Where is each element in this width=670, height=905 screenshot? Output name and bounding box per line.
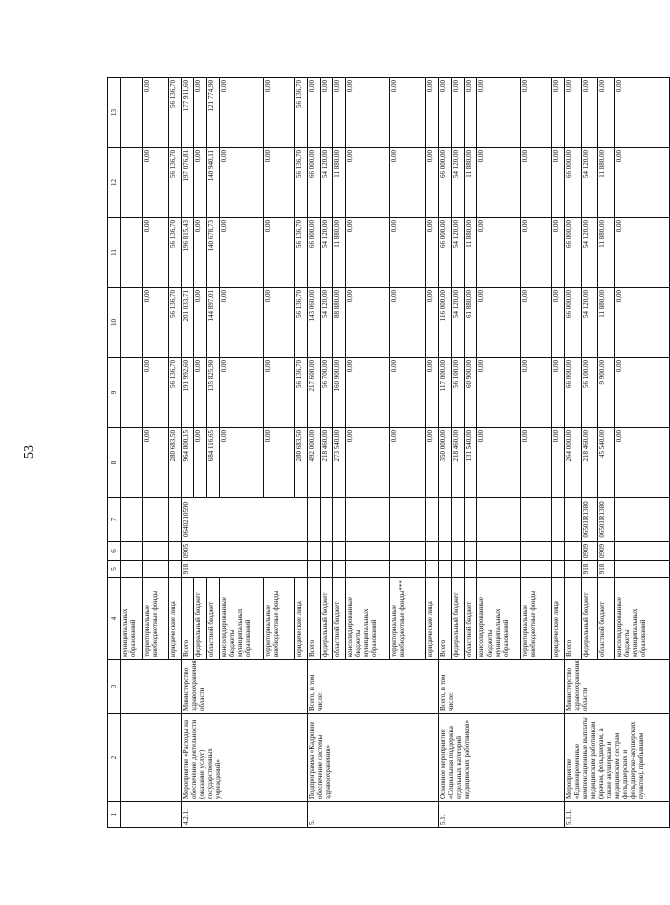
amount-cell: 0,00 (552, 428, 565, 498)
funding-source-cell: консолидированные бюджеты муниципальных образований (614, 578, 669, 660)
amount-cell: 177 911,60 (181, 78, 194, 148)
amount-cell: 56 136,70 (168, 288, 181, 358)
amount-cell: 121 774,90 (207, 78, 220, 148)
section-code-cell (451, 542, 464, 561)
grbs-code-cell (564, 561, 581, 578)
amount-cell: 197 076,81 (181, 148, 194, 218)
amount-cell: 350 000,00 (438, 428, 451, 498)
amount-cell: 66 000,00 (564, 358, 581, 428)
section-code-cell (121, 542, 143, 561)
amount-cell: 0,00 (194, 78, 207, 148)
target-article-cell (614, 498, 669, 542)
amount-cell: 140 678,73 (207, 218, 220, 288)
amount-cell: 0,00 (521, 148, 552, 218)
amount-cell: 0,00 (614, 428, 669, 498)
target-article-cell (333, 498, 346, 542)
header-cell: 8 (108, 428, 121, 498)
header-cell: 10 (108, 288, 121, 358)
amount-cell: 54 120,00 (451, 218, 464, 288)
amount-cell: 0,00 (346, 358, 390, 428)
amount-cell: 88 880,00 (333, 288, 346, 358)
amount-cell: 0,00 (552, 148, 565, 218)
section-code-cell (307, 542, 320, 561)
header-cell: 13 (108, 78, 121, 148)
amount-cell: 56 136,70 (294, 78, 307, 148)
amount-cell: 280 683,50 (294, 428, 307, 498)
section-code-cell (477, 542, 521, 561)
amount-cell: 56 136,70 (168, 78, 181, 148)
grbs-code-cell (464, 561, 477, 578)
target-article-cell (521, 498, 552, 542)
section-code-cell (320, 542, 333, 561)
amount-cell: 54 120,00 (581, 218, 598, 288)
amount-cell: 140 940,11 (207, 148, 220, 218)
table-body (121, 78, 670, 828)
amount-cell: 0,00 (220, 358, 264, 428)
budget-table (107, 77, 670, 828)
amount-cell: 0,00 (143, 148, 169, 218)
table-row (181, 78, 194, 828)
amount-cell: 191 992,60 (181, 358, 194, 428)
amount-cell (121, 218, 143, 288)
amount-cell: 0,00 (614, 288, 669, 358)
amount-cell: 0,00 (521, 218, 552, 288)
amount-cell: 0,00 (263, 288, 294, 358)
responsible-cell: Министерство здравоохранения области (181, 660, 307, 714)
header-cell: 7 (108, 498, 121, 542)
grbs-code-cell (426, 561, 439, 578)
amount-cell: 0,00 (263, 148, 294, 218)
amount-cell: 0,00 (552, 78, 565, 148)
funding-source-cell: консолидированные бюджеты муниципальных образований (477, 578, 521, 660)
amount-cell: 143 060,00 (307, 288, 320, 358)
amount-cell: 56 136,70 (294, 358, 307, 428)
table-row (307, 78, 320, 828)
amount-cell: 0,00 (220, 78, 264, 148)
amount-cell: 0,00 (521, 288, 552, 358)
amount-cell: 117 000,00 (438, 358, 451, 428)
funding-source-cell: Всего (564, 578, 581, 660)
row-number-cell: 5. (307, 802, 438, 828)
activity-name-cell: Мероприятие «Единовременные компенсационные выплаты медицинским работникам (врачам, фельдшерам, а также акушеркам и медицинским сестрам фельдшерских и фельдшерско-акушерских пунктов), прибывшим (564, 714, 669, 802)
amount-cell: 160 900,00 (333, 358, 346, 428)
target-article-cell (564, 498, 581, 542)
target-article-cell (426, 498, 439, 542)
amount-cell: 54 120,00 (320, 288, 333, 358)
grbs-code-cell (614, 561, 669, 578)
row-number-cell: 4.2.1. (181, 802, 307, 828)
target-article-cell (451, 498, 464, 542)
amount-cell: 264 000,00 (564, 428, 581, 498)
amount-cell: 56 700,00 (320, 358, 333, 428)
amount-cell: 0,00 (143, 78, 169, 148)
amount-cell: 131 540,00 (464, 428, 477, 498)
amount-cell: 273 540,00 (333, 428, 346, 498)
header-cell: 9 (108, 358, 121, 428)
grbs-code-cell (307, 561, 320, 578)
responsible-cell (121, 660, 182, 714)
section-code-cell (389, 542, 425, 561)
amount-cell: 218 460,00 (451, 428, 464, 498)
amount-cell: 0,00 (598, 78, 615, 148)
amount-cell: 0,00 (426, 218, 439, 288)
header-cell: 1 (108, 802, 121, 828)
amount-cell: 280 683,50 (168, 428, 181, 498)
amount-cell: 0,00 (263, 358, 294, 428)
amount-cell: 56 136,70 (294, 218, 307, 288)
amount-cell: 135 825,90 (207, 358, 220, 428)
funding-source-cell: юридические лица (426, 578, 439, 660)
amount-cell (121, 78, 143, 148)
amount-cell: 56 136,70 (168, 358, 181, 428)
target-article-cell (346, 498, 390, 542)
amount-cell: 11 880,00 (333, 218, 346, 288)
amount-cell: 0,00 (220, 148, 264, 218)
activity-name-cell: Основное мероприятие «Социальная поддержка отдельных категорий медицинских работников» (438, 714, 564, 802)
amount-cell: 0,00 (307, 78, 320, 148)
amount-cell: 0,00 (426, 148, 439, 218)
amount-cell: 61 880,00 (464, 288, 477, 358)
amount-cell: 11 880,00 (598, 148, 615, 218)
table-row (438, 78, 451, 828)
amount-cell: 54 120,00 (581, 288, 598, 358)
amount-cell: 0,00 (552, 358, 565, 428)
amount-cell: 0,00 (477, 428, 521, 498)
amount-cell: 11 880,00 (464, 218, 477, 288)
grbs-code-cell (389, 561, 425, 578)
amount-cell: 54 120,00 (451, 288, 464, 358)
amount-cell: 11 880,00 (333, 148, 346, 218)
grbs-code-cell (451, 561, 464, 578)
funding-source-cell: юридические лица (168, 578, 181, 660)
amount-cell: 0,00 (451, 78, 464, 148)
amount-cell: 0,00 (346, 148, 390, 218)
amount-cell: 0,00 (143, 288, 169, 358)
funding-source-cell: Всего (307, 578, 320, 660)
amount-cell: 54 120,00 (581, 148, 598, 218)
amount-cell: 0,00 (346, 428, 390, 498)
funding-source-cell: областной бюджет (333, 578, 346, 660)
grbs-code-cell (168, 561, 181, 578)
grbs-code-cell (320, 561, 333, 578)
target-article-cell: 06501R1380 (581, 498, 598, 542)
amount-cell: 684 116,65 (207, 428, 220, 498)
section-code-cell (168, 542, 181, 561)
amount-cell: 66 000,00 (438, 218, 451, 288)
amount-cell: 9 900,00 (598, 358, 615, 428)
header-cell: 2 (108, 714, 121, 802)
amount-cell: 54 120,00 (451, 148, 464, 218)
amount-cell: 0,00 (194, 358, 207, 428)
section-code-cell: 0909 (581, 542, 598, 561)
target-article-cell (121, 498, 143, 542)
header-cell: 6 (108, 542, 121, 561)
amount-cell: 0,00 (389, 218, 425, 288)
amount-cell: 116 000,00 (438, 288, 451, 358)
amount-cell: 0,00 (564, 78, 581, 148)
section-code-cell (333, 542, 346, 561)
section-code-cell (614, 542, 669, 561)
funding-source-cell: областной бюджет (207, 578, 220, 660)
responsible-cell: Всего, в том числе: (438, 660, 564, 714)
amount-cell: 201 033,71 (181, 288, 194, 358)
header-row (108, 78, 121, 828)
activity-name-cell: Мероприятие «Расходы на обеспечение деятельности (оказание услуг) государственных учреждений» (181, 714, 307, 802)
amount-cell: 56 136,70 (294, 288, 307, 358)
amount-cell: 0,00 (333, 78, 346, 148)
amount-cell: 492 000,00 (307, 428, 320, 498)
amount-cell: 56 136,70 (168, 218, 181, 288)
amount-cell (121, 358, 143, 428)
activity-name-cell (121, 714, 182, 802)
amount-cell: 0,00 (263, 218, 294, 288)
amount-cell (121, 428, 143, 498)
section-code-cell (564, 542, 581, 561)
target-article-cell (307, 498, 320, 542)
amount-cell: 0,00 (263, 428, 294, 498)
table-row (121, 78, 143, 828)
funding-source-cell: федеральный бюджет (581, 578, 598, 660)
amount-cell: 0,00 (143, 428, 169, 498)
amount-cell: 0,00 (477, 148, 521, 218)
grbs-code-cell (552, 561, 565, 578)
amount-cell: 0,00 (320, 78, 333, 148)
grbs-code-cell (333, 561, 346, 578)
grbs-code-cell (346, 561, 390, 578)
row-number-cell: 5.1.1. (564, 802, 669, 828)
amount-cell: 0,00 (477, 358, 521, 428)
amount-cell: 218 460,00 (581, 428, 598, 498)
section-code-cell: 0905 (181, 542, 307, 561)
grbs-code-cell (143, 561, 169, 578)
amount-cell: 0,00 (143, 358, 169, 428)
amount-cell: 0,00 (389, 428, 425, 498)
amount-cell: 0,00 (346, 218, 390, 288)
amount-cell: 0,00 (477, 78, 521, 148)
amount-cell: 0,00 (581, 78, 598, 148)
funding-source-cell: территориальные внебюджетные фонды (521, 578, 552, 660)
target-article-cell (389, 498, 425, 542)
amount-cell: 144 897,01 (207, 288, 220, 358)
funding-source-cell: территориальные внебюджетные фонды (263, 578, 294, 660)
amount-cell: 0,00 (220, 288, 264, 358)
amount-cell: 0,00 (194, 288, 207, 358)
amount-cell: 0,00 (521, 428, 552, 498)
funding-source-cell: юридические лица (294, 578, 307, 660)
amount-cell: 0,00 (477, 288, 521, 358)
section-code-cell (438, 542, 451, 561)
row-number-cell (121, 802, 182, 828)
target-article-cell (168, 498, 181, 542)
section-code-cell (521, 542, 552, 561)
amount-cell: 66 000,00 (564, 218, 581, 288)
header-cell: 12 (108, 148, 121, 218)
grbs-code-cell: 918 (181, 561, 307, 578)
amount-cell: 66 000,00 (307, 218, 320, 288)
amount-cell: 54 120,00 (320, 218, 333, 288)
amount-cell: 0,00 (426, 288, 439, 358)
amount-cell: 0,00 (389, 288, 425, 358)
section-code-cell (143, 542, 169, 561)
amount-cell: 66 000,00 (564, 288, 581, 358)
amount-cell: 0,00 (389, 358, 425, 428)
amount-cell: 0,00 (194, 148, 207, 218)
header-cell: 11 (108, 218, 121, 288)
amount-cell: 0,00 (614, 358, 669, 428)
table-row (564, 78, 581, 828)
section-code-cell: 0909 (598, 542, 615, 561)
amount-cell: 66 000,00 (438, 148, 451, 218)
target-article-cell: 06501R1380 (598, 498, 615, 542)
amount-cell: 60 900,00 (464, 358, 477, 428)
target-article-cell (464, 498, 477, 542)
amount-cell: 11 880,00 (598, 218, 615, 288)
funding-source-cell: территориальные внебюджетные фонды*** (389, 578, 425, 660)
amount-cell: 56 100,00 (581, 358, 598, 428)
amount-cell: 0,00 (263, 78, 294, 148)
amount-cell: 0,00 (438, 78, 451, 148)
section-code-cell (552, 542, 565, 561)
amount-cell: 0,00 (426, 358, 439, 428)
amount-cell: 0,00 (552, 218, 565, 288)
funding-source-cell: юридические лица (552, 578, 565, 660)
amount-cell: 56 136,70 (294, 148, 307, 218)
amount-cell: 0,00 (521, 358, 552, 428)
amount-cell: 0,00 (143, 218, 169, 288)
funding-source-cell: территориальные внебюджетные фонды (143, 578, 169, 660)
amount-cell: 11 880,00 (464, 148, 477, 218)
amount-cell: 964 800,15 (181, 428, 194, 498)
grbs-code-cell (477, 561, 521, 578)
amount-cell: 0,00 (614, 78, 669, 148)
amount-cell: 11 880,00 (598, 288, 615, 358)
target-article-cell (320, 498, 333, 542)
funding-source-cell: областной бюджет (464, 578, 477, 660)
amount-cell: 0,00 (464, 78, 477, 148)
amount-cell: 217 600,00 (307, 358, 320, 428)
header-cell: 5 (108, 561, 121, 578)
grbs-code-cell (521, 561, 552, 578)
amount-cell: 0,00 (477, 218, 521, 288)
funding-source-cell: муниципальных образований (121, 578, 143, 660)
amount-cell: 56 100,00 (451, 358, 464, 428)
amount-cell: 196 815,43 (181, 218, 194, 288)
amount-cell (121, 148, 143, 218)
target-article-cell: 0640210590 (181, 498, 307, 542)
target-article-cell (438, 498, 451, 542)
amount-cell: 45 540,00 (598, 428, 615, 498)
amount-cell: 56 136,70 (168, 148, 181, 218)
amount-cell: 0,00 (521, 78, 552, 148)
grbs-code-cell (121, 561, 143, 578)
funding-source-cell: консолидированные бюджеты муниципальных образований (346, 578, 390, 660)
funding-source-cell: областной бюджет (598, 578, 615, 660)
amount-cell: 218 460,00 (320, 428, 333, 498)
amount-cell: 0,00 (194, 428, 207, 498)
amount-cell (121, 288, 143, 358)
grbs-code-cell (438, 561, 451, 578)
amount-cell: 0,00 (426, 78, 439, 148)
section-code-cell (346, 542, 390, 561)
funding-source-cell: федеральный бюджет (320, 578, 333, 660)
responsible-cell: Всего, в том числе: (307, 660, 438, 714)
funding-source-cell: Всего (438, 578, 451, 660)
target-article-cell (477, 498, 521, 542)
section-code-cell (426, 542, 439, 561)
row-number-cell: 5.1. (438, 802, 564, 828)
amount-cell: 0,00 (194, 218, 207, 288)
rotated-page (107, 78, 670, 828)
target-article-cell (552, 498, 565, 542)
amount-cell: 54 120,00 (320, 148, 333, 218)
funding-source-cell: консолидированные бюджеты муниципальных образований (220, 578, 264, 660)
funding-source-cell: федеральный бюджет (451, 578, 464, 660)
header-cell: 3 (108, 660, 121, 714)
amount-cell: 66 000,00 (307, 148, 320, 218)
amount-cell: 0,00 (614, 218, 669, 288)
header-cell: 4 (108, 578, 121, 660)
amount-cell: 0,00 (552, 288, 565, 358)
amount-cell: 0,00 (389, 78, 425, 148)
grbs-code-cell: 918 (581, 561, 598, 578)
amount-cell: 0,00 (426, 428, 439, 498)
amount-cell: 0,00 (220, 428, 264, 498)
funding-source-cell: федеральный бюджет (194, 578, 207, 660)
amount-cell: 0,00 (346, 288, 390, 358)
amount-cell: 66 000,00 (564, 148, 581, 218)
amount-cell: 0,00 (346, 78, 390, 148)
amount-cell: 0,00 (389, 148, 425, 218)
grbs-code-cell: 918 (598, 561, 615, 578)
amount-cell: 0,00 (614, 148, 669, 218)
funding-source-cell: Всего (181, 578, 194, 660)
page-number: 53 (22, 445, 37, 459)
amount-cell: 0,00 (220, 218, 264, 288)
activity-name-cell: Подпрограмма «Кадровое обеспечение системы здравоохранения» (307, 714, 438, 802)
target-article-cell (143, 498, 169, 542)
responsible-cell: Министерство здравоохранения области (564, 660, 669, 714)
section-code-cell (464, 542, 477, 561)
